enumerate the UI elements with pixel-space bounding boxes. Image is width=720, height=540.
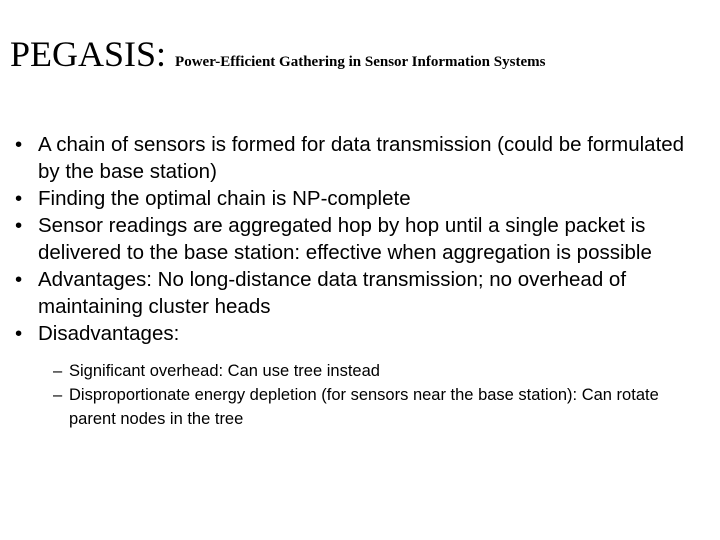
slide-body xyxy=(15,131,710,431)
sub-bullet-item xyxy=(53,359,710,383)
sub-bullet-text: Significant overhead: Can use tree instead xyxy=(69,362,380,380)
bullet-text: Disadvantages: xyxy=(38,322,180,345)
bullet-item xyxy=(15,320,710,347)
slide-title xyxy=(10,36,545,72)
bullet-text: Advantages: No long-distance data transmission; no overhead of maintaining cluster heads xyxy=(38,268,627,318)
title-main: PEGASIS: xyxy=(10,34,176,74)
bullet-marker: • xyxy=(15,268,23,291)
bullet-text: A chain of sensors is formed for data transmission (could be formulated by the base station) xyxy=(38,133,685,183)
sub-bullet-text: Disproportionate energy depletion (for sensors near the base station): Can rotate parent nodes in the tree xyxy=(69,386,659,428)
title-subtitle: Power-Efficient Gathering in Sensor Information Systems xyxy=(175,54,546,70)
sub-bullet-item xyxy=(53,383,710,431)
bullet-list xyxy=(15,131,710,347)
bullet-text: Finding the optimal chain is NP-complete xyxy=(38,187,411,210)
bullet-marker: • xyxy=(15,214,23,237)
bullet-item xyxy=(15,185,710,212)
sub-bullet-marker: – xyxy=(53,362,63,380)
bullet-marker: • xyxy=(15,187,23,210)
bullet-item xyxy=(15,212,710,266)
sub-bullet-list xyxy=(15,359,710,431)
bullet-item xyxy=(15,131,710,185)
bullet-marker: • xyxy=(15,322,23,345)
bullet-marker: • xyxy=(15,133,23,156)
bullet-text: Sensor readings are aggregated hop by hop until a single packet is delivered to the base station: effective when aggregation is possible xyxy=(38,214,652,264)
sub-bullet-marker: – xyxy=(53,386,63,404)
bullet-item xyxy=(15,266,710,320)
